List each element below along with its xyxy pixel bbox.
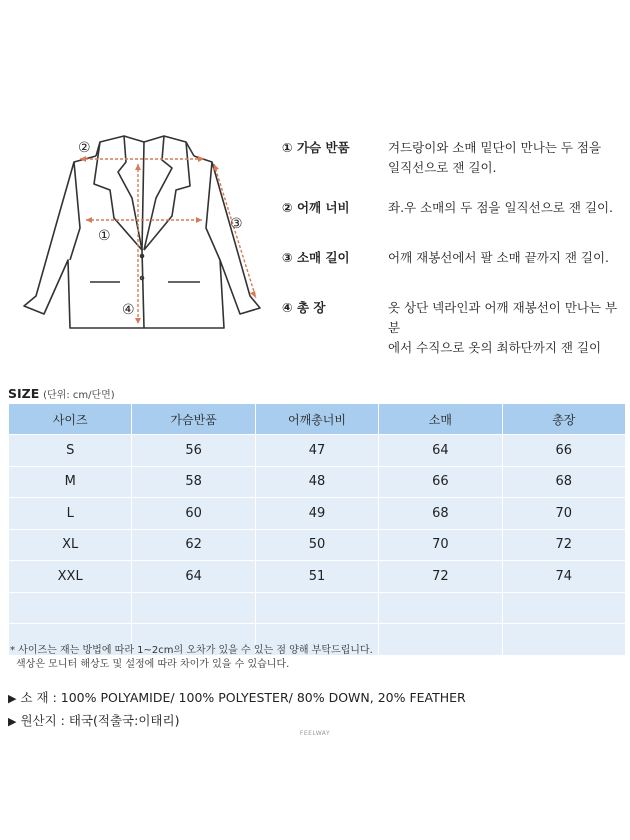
legend-desc-sleeve (388, 248, 624, 268)
note-line: 색상은 모니터 해상도 및 설정에 따라 차이가 있을 수 있습니다. (16, 659, 290, 670)
table-cell (379, 592, 502, 624)
table-cell (132, 592, 255, 624)
table-cell (9, 592, 132, 624)
legend-num-chest: ① (282, 140, 293, 155)
table-cell: 64 (379, 435, 502, 467)
legend-desc-chest (388, 138, 624, 178)
table-cell (379, 624, 502, 656)
triangle-bullet-icon: ▶ (8, 692, 17, 705)
material-label: 소 재 (20, 690, 49, 705)
table-cell: 70 (502, 498, 625, 530)
table-cell: 68 (502, 466, 625, 498)
diagram-marker-1: ① (98, 228, 111, 244)
triangle-bullet-icon: ▶ (8, 715, 17, 728)
origin-info: ▶ 원산지 : 태국(적출국:이태리) (8, 713, 180, 728)
legend-num-sleeve: ③ (282, 250, 293, 265)
table-row (9, 466, 626, 498)
material-info: ▶ 소 재 : 100% POLYAMIDE/ 100% POLYESTER/ 80% DOWN, 20% FEATHER (8, 690, 466, 705)
table-cell (255, 592, 378, 624)
legend-title-length: 총 장 (296, 300, 326, 315)
legend-label-sleeve (282, 248, 350, 266)
table-cell: 50 (255, 529, 378, 561)
size-title-text: SIZE (8, 386, 40, 401)
legend-title-shoulder: 어깨 너비 (296, 200, 350, 215)
table-cell: 68 (379, 498, 502, 530)
table-cell: L (9, 498, 132, 530)
table-row (9, 561, 626, 593)
table-cell: 72 (502, 529, 625, 561)
size-notes (10, 644, 373, 672)
table-cell: 49 (255, 498, 378, 530)
size-table-header-row (9, 404, 626, 435)
header-size: 사이즈 (9, 404, 132, 435)
legend-label-length (282, 298, 325, 316)
table-row (9, 529, 626, 561)
table-cell: 58 (132, 466, 255, 498)
diagram-marker-4: ④ (122, 302, 135, 318)
table-cell: 66 (502, 435, 625, 467)
header-sleeve: 소매 (379, 404, 502, 435)
table-cell: 56 (132, 435, 255, 467)
origin-value: 태국(적출국:이태리) (68, 713, 180, 728)
table-cell: XL (9, 529, 132, 561)
table-row (9, 498, 626, 530)
table-row (9, 592, 626, 624)
header-shoulder: 어깨총너비 (255, 404, 378, 435)
table-cell: 48 (255, 466, 378, 498)
table-cell: 60 (132, 498, 255, 530)
legend-desc-line: 겨드랑이와 소매 밑단이 만나는 두 점을 (388, 140, 602, 155)
legend-title-chest: 가슴 반품 (296, 140, 350, 155)
table-cell: S (9, 435, 132, 467)
jacket-measurement-diagram (14, 128, 274, 338)
size-unit-text: (단위: cm/단면) (43, 390, 115, 401)
table-cell: 74 (502, 561, 625, 593)
header-length: 총장 (502, 404, 625, 435)
table-cell: XXL (9, 561, 132, 593)
size-table (8, 403, 626, 656)
legend-desc-line: 에서 수직으로 옷의 최하단까지 잰 길이 (388, 340, 602, 355)
table-row (9, 435, 626, 467)
size-table-title (8, 386, 115, 401)
table-cell: 62 (132, 529, 255, 561)
diagram-marker-2: ② (78, 140, 91, 156)
legend-desc-line: 어깨 재봉선에서 팔 소매 끝까지 잰 길이. (388, 250, 610, 265)
table-cell (502, 592, 625, 624)
legend-desc-line: 일직선으로 잰 길이. (388, 160, 497, 175)
header-chest: 가슴반품 (132, 404, 255, 435)
table-cell: 66 (379, 466, 502, 498)
origin-label: 원산지 (20, 713, 57, 728)
table-cell: 51 (255, 561, 378, 593)
legend-num-shoulder: ② (282, 200, 293, 215)
legend-desc-length (388, 298, 624, 358)
legend-desc-line: 좌.우 소매의 두 점을 일직선으로 잰 길이. (388, 200, 613, 215)
legend-label-shoulder (282, 198, 350, 216)
legend-num-length: ④ (282, 300, 293, 315)
legend-desc-line: 옷 상단 넥라인과 어깨 재봉선이 만나는 부분 (388, 300, 618, 335)
table-cell (502, 624, 625, 656)
note-line: * 사이즈는 재는 방법에 따라 1~2cm의 오차가 있을 수 있는 점 양해 부탁드립니다. (10, 645, 373, 656)
table-cell: 47 (255, 435, 378, 467)
legend-desc-shoulder (388, 198, 624, 218)
table-cell: 64 (132, 561, 255, 593)
legend-label-chest (282, 138, 350, 156)
table-cell: M (9, 466, 132, 498)
table-cell: 70 (379, 529, 502, 561)
table-cell: 72 (379, 561, 502, 593)
diagram-marker-3: ③ (230, 216, 243, 232)
watermark: FEELWAY (299, 730, 331, 737)
material-value: 100% POLYAMIDE/ 100% POLYESTER/ 80% DOWN, 20% FEATHER (60, 690, 466, 705)
legend-title-sleeve: 소매 길이 (296, 250, 350, 265)
